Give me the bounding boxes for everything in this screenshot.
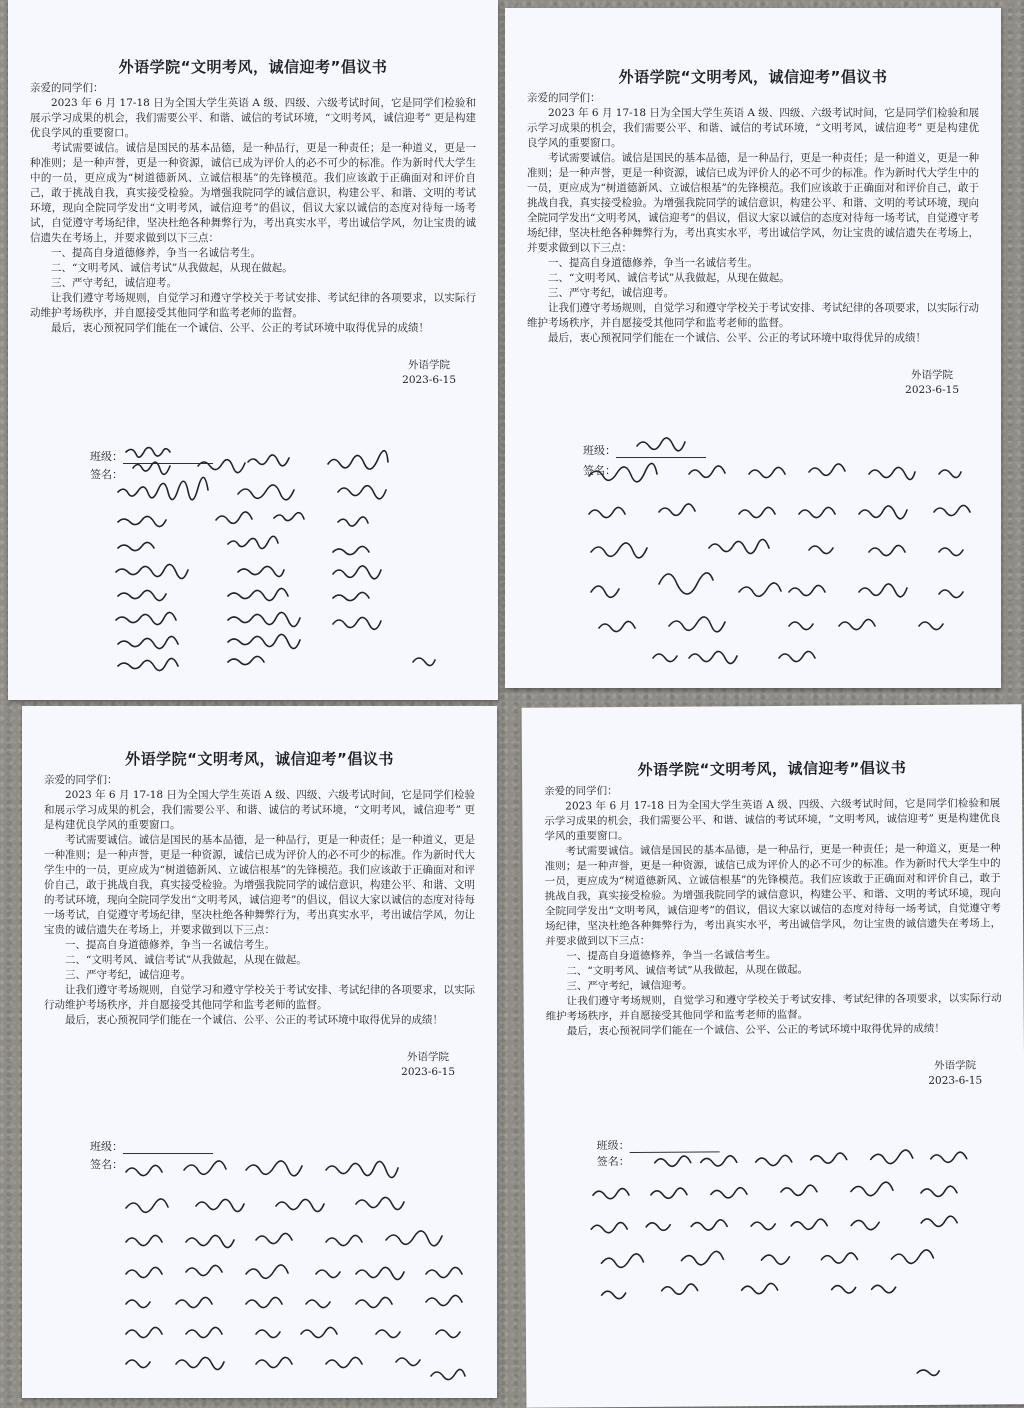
paragraph-1: 2023 年 6 月 17-18 日为全国大学生英语 A 级、四级、六级考试时间，它是同学们检验和展示学习成果的机会，我们需要公平、和谐、诚信的考试环境，“文明考风，诚信迎考” 更是构建优良学风的重要窗口。 [544, 797, 1001, 843]
paragraph-2: 考试需要诚信。诚信是国民的基本品德，是一种品行，更是一种责任；是一种道义，更是一种准则；是一种声誉，更是一种资源，诚信已成为评价人的必不可少的标准。作为新时代大学生中的一员，更应成为“树道德新风、立诚信根基”的先锋模范。我们应该敢于正确面对和评价自己，敢于挑战自我，真实接受检验。为增强我院同学的诚信意识，构建公平、和谐、文明的考试环境，现向全院同学发出“文明考风，诚信迎考”的倡议，倡议大家以诚信的态度对待每一场考试，自觉遵守考场纪律，坚决杜绝各种舞弊行为，考出真实水平，考出诚信学风，勿让宝贵的诚信遗失在考场上，并要求做到以下三点： [527, 152, 979, 254]
petition-title: 外语学院“文明考风，诚信迎考”倡议书 [618, 68, 888, 86]
signature-org: 外语学院 [408, 359, 450, 371]
paragraph-3: 让我们遵守考场规则，自觉学习和遵守学校关于考试安排、考试纪律的各项要求，以实际行动维护考场秩序，并自愿接受其他同学和监考老师的监督。 [30, 292, 476, 319]
petition-text [505, 66, 1001, 398]
petition-sheet-3 [22, 706, 497, 1398]
class-label: 班级： [596, 1139, 630, 1153]
item-2: 二、“文明考风、诚信考试”从我做起，从现在做起。 [65, 954, 307, 966]
signature-org: 外语学院 [934, 1059, 977, 1072]
handwritten-signatures [579, 432, 989, 672]
paragraph-2: 考试需要诚信。诚信是国民的基本品德，是一种品行，更是一种责任；是一种道义，更是一种准则；是一种声誉，更是一种资源，诚信已成为评价人的必不可少的标准。作为新时代大学生中的一员，更应成为“树道德新风、立诚信根基”的先锋模范。我们应该敢于正确面对和评价自己，敢于挑战自我，真实接受检验。为增强我院同学的诚信意识，构建公平、和谐、文明的考试环境，现向全院同学发出“文明考风，诚信迎考”的倡议，倡议大家以诚信的态度对待每一场考试，自觉遵守考场纪律，坚决杜绝各种舞弊行为，考出真实水平，考出诚信学风，勿让宝贵的诚信遗失在考场上，并要求做到以下三点： [44, 834, 475, 936]
salutation: 亲爱的同学们： [44, 774, 118, 786]
signature-date: 2023-6-15 [928, 1074, 983, 1087]
item-1: 一、提高自身道德修养，争当一名诚信考生。 [51, 247, 261, 259]
signature-org: 外语学院 [911, 369, 953, 381]
petition-text [8, 56, 498, 388]
petition-title: 外语学院“文明考风，诚信迎考”倡议书 [637, 759, 907, 779]
paragraph-3: 让我们遵守考场规则，自觉学习和遵守学校关于考试安排、考试纪律的各项要求，以实际行动维护考场秩序，并自愿接受其他同学和监考老师的监督。 [44, 984, 475, 1011]
item-2: 二、“文明考风、诚信考试”从我做起，从现在做起。 [548, 272, 790, 284]
paragraph-1: 2023 年 6 月 17-18 日为全国大学生英语 A 级、四级、六级考试时间，它是同学们检验和展示学习成果的机会，我们需要公平、和谐、诚信的考试环境，“文明考风，诚信迎考” 更是构建优良学风的重要窗口。 [527, 107, 979, 149]
item-3: 三、严守考纪，诚信迎考。 [65, 969, 191, 981]
salutation: 亲爱的同学们： [527, 92, 601, 104]
item-3: 三、严守考纪，诚信迎考。 [51, 277, 177, 289]
paragraph-1: 2023 年 6 月 17-18 日为全国大学生英语 A 级、四级、六级考试时间，它是同学们检验和展示学习成果的机会，我们需要公平、和谐、诚信的考试环境，“文明考风，诚信迎考” 更是构建优良学风的重要窗口。 [44, 789, 475, 831]
item-3: 三、严守考纪，诚信迎考。 [548, 287, 674, 299]
petition-title: 外语学院“文明考风，诚信迎考”倡议书 [125, 750, 394, 768]
sign-label: 签名： [90, 468, 123, 481]
class-label: 班级： [583, 444, 616, 457]
item-1: 一、提高自身道德修养，争当一名诚信考生。 [548, 257, 758, 269]
paragraph-3: 让我们遵守考场规则，自觉学习和遵守学校关于考试安排、考试纪律的各项要求，以实际行动维护考场秩序，并自愿接受其他同学和监考老师的监督。 [527, 302, 979, 329]
sign-label: 签名： [90, 1158, 123, 1171]
sign-label: 签名： [583, 464, 616, 477]
petition-sheet-2 [505, 8, 1001, 688]
paragraph-4: 最后，衷心预祝同学们能在一个诚信、公平、公正的考试环境中取得优异的成绩！ [566, 1022, 945, 1038]
class-label: 班级： [90, 450, 123, 463]
signature-date: 2023-6-15 [402, 374, 456, 386]
petition-sheet-1 [8, 0, 498, 700]
handwritten-signatures [551, 1136, 993, 1389]
petition-sheet-4 [522, 704, 1024, 1407]
paragraph-2: 考试需要诚信。诚信是国民的基本品德，是一种品行，更是一种责任；是一种道义，更是一种准则；是一种声誉，更是一种资源，诚信已成为评价人的必不可少的标准。作为新时代大学生中的一员，更应成为“树道德新风、立诚信根基”的先锋模范。我们应该敢于正确面对和评价自己，敢于挑战自我，真实接受检验。为增强我院同学的诚信意识，构建公平、和谐、文明的考试环境，现向全院同学发出“文明考风，诚信迎考”的倡议，倡议大家以诚信的态度对待每一场考试，自觉遵守考场纪律，坚决杜绝各种舞弊行为，考出真实水平，考出诚信学风，勿让宝贵的诚信遗失在考场上，并要求做到以下三点： [544, 842, 1002, 948]
paragraph-4: 最后，衷心预祝同学们能在一个诚信、公平、公正的考试环境中取得优异的成绩！ [548, 332, 926, 344]
salutation: 亲爱的同学们： [30, 82, 104, 94]
item-2: 二、“文明考风、诚信考试”从我做起，从现在做起。 [566, 963, 809, 978]
signature-date: 2023-6-15 [905, 384, 959, 396]
signature-date: 2023-6-15 [401, 1066, 455, 1078]
petition-text [22, 748, 497, 1080]
item-1: 一、提高自身道德修养，争当一名诚信考生。 [65, 939, 275, 951]
item-1: 一、提高自身道德修养，争当一名诚信考生。 [566, 948, 777, 963]
paragraph-2: 考试需要诚信。诚信是国民的基本品德，是一种品行，更是一种责任；是一种道义，更是一种准则；是一种声誉，更是一种资源，诚信已成为评价人的必不可少的标准。作为新时代大学生中的一员，更应成为“树道德新风、立诚信根基”的先锋模范。我们应该敢于正确面对和评价自己，敢于挑战自我，真实接受检验。为增强我院同学的诚信意识，构建公平、和谐、文明的考试环境，现向全院同学发出“文明考风，诚信迎考”的倡议，倡议大家以诚信的态度对待每一场考试，自觉遵守考场纪律，坚决杜绝各种舞弊行为，考出真实水平，考出诚信学风，勿让宝贵的诚信遗失在考场上，并要求做到以下三点： [30, 142, 476, 244]
paragraph-4: 最后，衷心预祝同学们能在一个诚信、公平、公正的考试环境中取得优异的成绩！ [51, 322, 429, 334]
paragraph-4: 最后，衷心预祝同学们能在一个诚信、公平、公正的考试环境中取得优异的成绩！ [65, 1014, 443, 1026]
class-label: 班级： [90, 1140, 123, 1153]
salutation: 亲爱的同学们： [544, 785, 618, 798]
sign-label: 签名： [596, 1155, 630, 1169]
petition-title: 外语学院“文明考风，诚信迎考”倡议书 [118, 58, 388, 76]
paragraph-1: 2023 年 6 月 17-18 日为全国大学生英语 A 级、四级、六级考试时间，它是同学们检验和展示学习成果的机会，我们需要公平、和谐、诚信的考试环境，“文明考风，诚信迎考” 更是构建优良学风的重要窗口。 [30, 97, 476, 139]
item-3: 三、严守考纪，诚信迎考。 [566, 979, 693, 993]
handwritten-signatures [86, 1146, 486, 1391]
item-2: 二、“文明考风、诚信考试”从我做起，从现在做起。 [51, 262, 293, 274]
paragraph-3: 让我们遵守考场规则，自觉学习和遵守学校关于考试安排、考试纪律的各项要求，以实际行动维护考场秩序，并自愿接受其他同学和监考老师的监督。 [545, 992, 1002, 1023]
handwritten-signatures [88, 440, 488, 690]
signature-org: 外语学院 [407, 1051, 449, 1063]
petition-text [522, 756, 1024, 1091]
